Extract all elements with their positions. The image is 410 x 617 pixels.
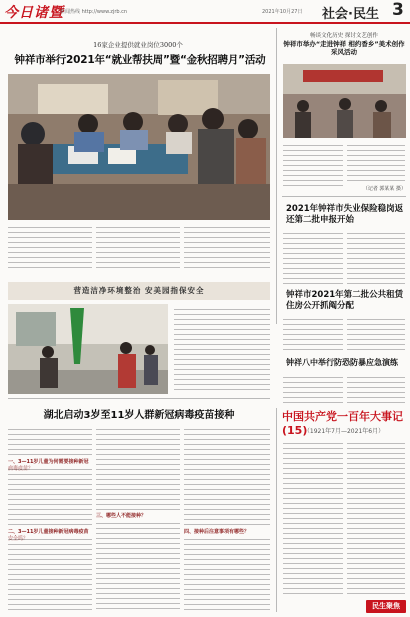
covid-col1-b bbox=[8, 466, 92, 526]
party-history-title: 中国共产党一百年大事记(15) bbox=[282, 410, 403, 437]
party-history-col2 bbox=[347, 440, 405, 596]
lead-kicker: 16家企业提供就业岗位3000个 bbox=[93, 41, 183, 49]
lead-body-col2 bbox=[96, 224, 180, 270]
covid-col1-c bbox=[8, 536, 92, 610]
sidebar-story-3-col1 bbox=[283, 374, 343, 404]
sidebar-story-2-col1 bbox=[283, 316, 343, 354]
masthead-date: 2021年10月27日 bbox=[262, 9, 303, 15]
party-history-col1 bbox=[283, 440, 343, 596]
sidebar-photo bbox=[283, 64, 406, 138]
lead-photo bbox=[8, 74, 270, 220]
art-event-photo bbox=[283, 64, 406, 138]
sidebar-story-1-col2 bbox=[347, 230, 405, 284]
column-divider bbox=[276, 28, 277, 324]
newspaper-logo: 今日诸暨 bbox=[4, 5, 64, 21]
covid-col2-b bbox=[96, 520, 180, 610]
sidebar-kicker: 畅谈文化历史 探讨文艺创作 bbox=[310, 33, 378, 39]
job-fair-photo bbox=[8, 74, 270, 220]
covid-col3-b bbox=[184, 536, 270, 610]
covid-col1-a bbox=[8, 426, 92, 456]
masthead bbox=[0, 0, 410, 24]
sidebar-story-3-col2 bbox=[347, 374, 405, 404]
environment-banner: 营造洁净环境整治 安美园指保安全 bbox=[8, 282, 270, 300]
covid-subhead-3: 三、哪些人不能接种？ bbox=[96, 513, 147, 519]
party-history-subtitle: （1921年7月—2021年6月） bbox=[303, 428, 385, 435]
covid-col2-a bbox=[96, 426, 180, 510]
sidebar-headline: 钟祥市举办“走进钟祥 相约香乡”美术创作采风活动 bbox=[283, 40, 405, 56]
banner-body bbox=[174, 306, 270, 392]
section-name: 社会·民生 bbox=[322, 7, 379, 22]
sidebar-story-3-headline: 钟祥八中举行防恐防暴应急演练 bbox=[286, 358, 398, 367]
column-divider-lower bbox=[276, 408, 277, 612]
section-divider bbox=[8, 398, 270, 399]
section-stamp: 民生聚焦 bbox=[366, 600, 406, 613]
page-number: 3 bbox=[392, 0, 404, 20]
sidebar-body-col1 bbox=[283, 142, 343, 186]
street-cleanup-photo bbox=[8, 304, 168, 394]
sidebar-byline: （记者 郭某某 摄） bbox=[362, 186, 406, 192]
sidebar-story-1-col1 bbox=[283, 230, 343, 284]
covid-subhead-2: 二、3—11岁儿童接种新冠病毒疫苗 bbox=[8, 529, 89, 535]
covid-subhead-4: 四、接种后注意事项有哪些？ bbox=[184, 529, 250, 535]
sidebar-divider bbox=[282, 196, 406, 197]
sidebar-story-2-headline: 钟祥市2021年第二批公共租赁住房公开抓阄分配 bbox=[286, 290, 404, 311]
sidebar-story-1-headline: 2021年钟祥市失业保险稳岗返还第二批申报开始 bbox=[286, 204, 404, 225]
masthead-url: 新闻热线 http://www.zjrb.cn bbox=[60, 9, 128, 15]
covid-col3-a bbox=[184, 426, 270, 526]
lead-body-col3 bbox=[184, 224, 270, 270]
covid-subhead-1: 一、3—11岁儿童为何需要接种新冠 bbox=[8, 459, 89, 465]
covid-headline: 湖北启动3岁至11岁人群新冠病毒疫苗接种 bbox=[43, 410, 235, 421]
sidebar-body-col2 bbox=[347, 142, 405, 182]
banner-photo bbox=[8, 304, 168, 394]
lead-headline: 钟祥市举行2021年“就业帮扶周”暨“金秋招聘月”活动 bbox=[14, 54, 266, 66]
lead-body-col1 bbox=[8, 224, 92, 270]
sidebar-story-2-col2 bbox=[347, 316, 405, 354]
